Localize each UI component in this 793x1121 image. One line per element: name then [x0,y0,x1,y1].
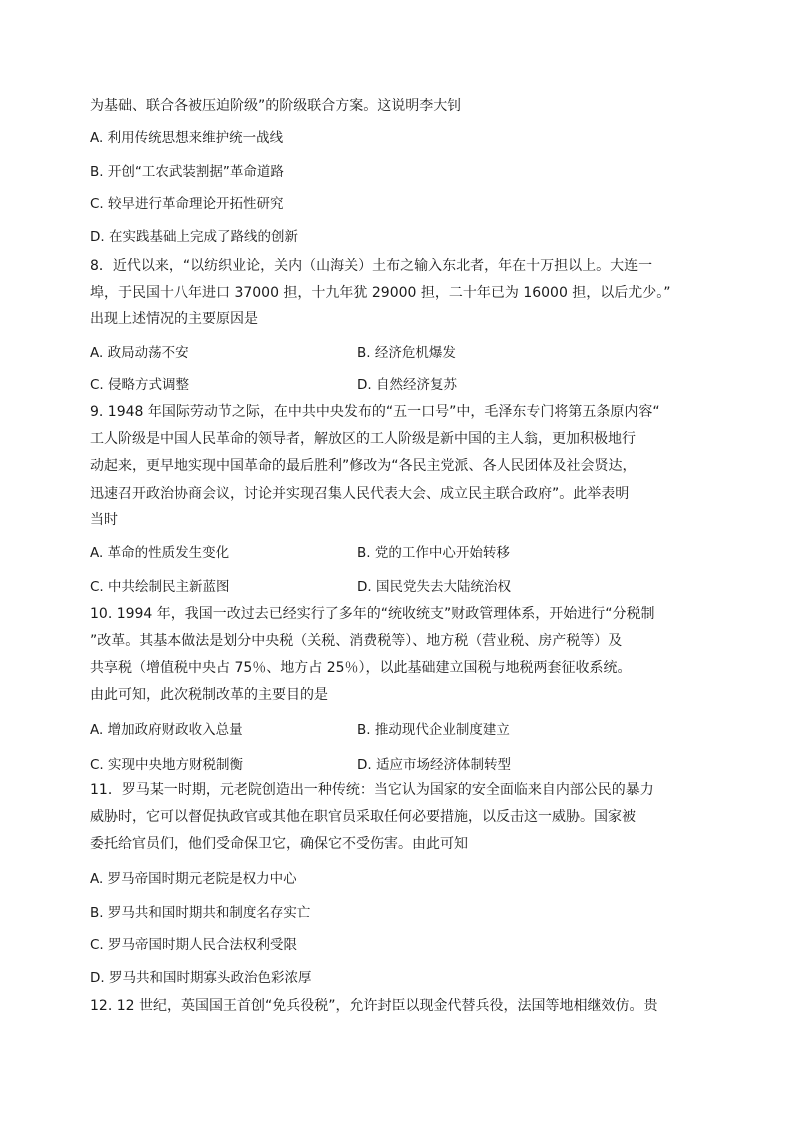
q7-option-a[interactable]: A. 利用传统思想来维护统一战线 [90,130,284,146]
q7-option-d[interactable]: D. 在实践基础上完成了路线的创新 [90,229,298,245]
q9-stem-line-2: 工人阶级是中国人民革命的领导者，解放区的工人阶级是新中国的主人翁，更加积极地行 [90,431,636,447]
q8-stem-line-2: 埠，于民国十八年进口 37000 担，十九年犹 29000 担，二十年已为 16000 担，以后尤少。” [90,285,671,301]
q9-stem-line-1: 9. 1948 年国际劳动节之际，在中共中央发布的“五一口号”中，毛泽东专门将第五条原内容“ [90,404,660,420]
q11-option-b[interactable]: B. 罗马共和国时期共和制度名存实亡 [90,905,311,921]
q11-option-a[interactable]: A. 罗马帝国时期元老院是权力中心 [90,871,297,887]
q8-stem-line-1: 8．近代以来，“以纺织业论，关内（山海关）土布之输入东北者，年在十万担以上。大连一 [90,258,653,274]
q11-stem-line-3: 委托给官员们，他们受命保卫它，确保它不受伤害。由此可知 [90,836,468,852]
q8-stem-line-3: 出现上述情况的主要原因是 [90,311,258,327]
q9-stem-line-4: 迅速召开政治协商会议，讨论并实现召集人民代表大会、成立民主联合政府”。此举表明 [90,486,630,502]
q9-option-a[interactable]: A. 革命的性质发生变化 [90,545,230,561]
q9-stem-line-5: 当时 [90,512,118,528]
q10-option-a[interactable]: A. 增加政府财政收入总量 [90,722,243,738]
q10-option-d[interactable]: D. 适应市场经济体制转型 [357,757,511,773]
q9-option-c[interactable]: C. 中共绘制民主新蓝图 [90,579,230,595]
q11-stem-line-1: 11．罗马某一时期，元老院创造出一种传统：当它认为国家的安全面临来自内部公民的暴力 [90,782,654,798]
q7-stem-line: 为基础、联合各被压迫阶级”的阶级联合方案。这说明李大钊 [90,98,462,114]
q9-option-b[interactable]: B. 党的工作中心开始转移 [357,545,510,561]
q10-stem-line-3: 共享税（增值税中央占 75％、地方占 25％），以此基础建立国税与地税两套征收系统。 [90,660,632,676]
q8-option-b[interactable]: B. 经济危机爆发 [357,345,456,361]
q11-option-d[interactable]: D. 罗马共和国时期寡头政治色彩浓厚 [90,970,312,986]
q7-option-b[interactable]: B. 开创“工农武装割据”革命道路 [90,164,284,180]
q8-option-c[interactable]: C. 侵略方式调整 [90,377,190,393]
q10-stem-line-1: 10. 1994 年，我国一改过去已经实行了多年的“统收统支”财政管理体系，开始进行“分税制 [90,606,655,622]
q9-stem-line-3: 动起来，更早地实现中国革命的最后胜利”修改为“各民主党派、各人民团体及社会贤达， [90,458,637,474]
q10-stem-line-4: 由此可知，此次税制改革的主要目的是 [90,687,328,703]
q8-option-a[interactable]: A. 政局动荡不安 [90,345,189,361]
q12-stem-line-1: 12. 12 世纪，英国国王首创“免兵役税”，允许封臣以现金代替兵役，法国等地相继效仿。贵 [90,998,658,1014]
q10-option-b[interactable]: B. 推动现代企业制度建立 [357,722,510,738]
q8-option-d[interactable]: D. 自然经济复苏 [357,377,457,393]
q11-option-c[interactable]: C. 罗马帝国时期人民合法权利受限 [90,937,298,953]
q9-option-d[interactable]: D. 国民党失去大陆统治权 [357,579,511,595]
q7-option-c[interactable]: C. 较早进行革命理论开拓性研究 [90,196,284,212]
q10-stem-line-2: ”改革。其基本做法是划分中央税（关税、消费税等）、地方税（营业税、房产税等）及 [90,633,623,649]
q11-stem-line-2: 威胁时，它可以督促执政官或其他在职官员采取任何必要措施，以反击这一威胁。国家被 [90,809,636,825]
q10-option-c[interactable]: C. 实现中央地方财税制衡 [90,757,244,773]
